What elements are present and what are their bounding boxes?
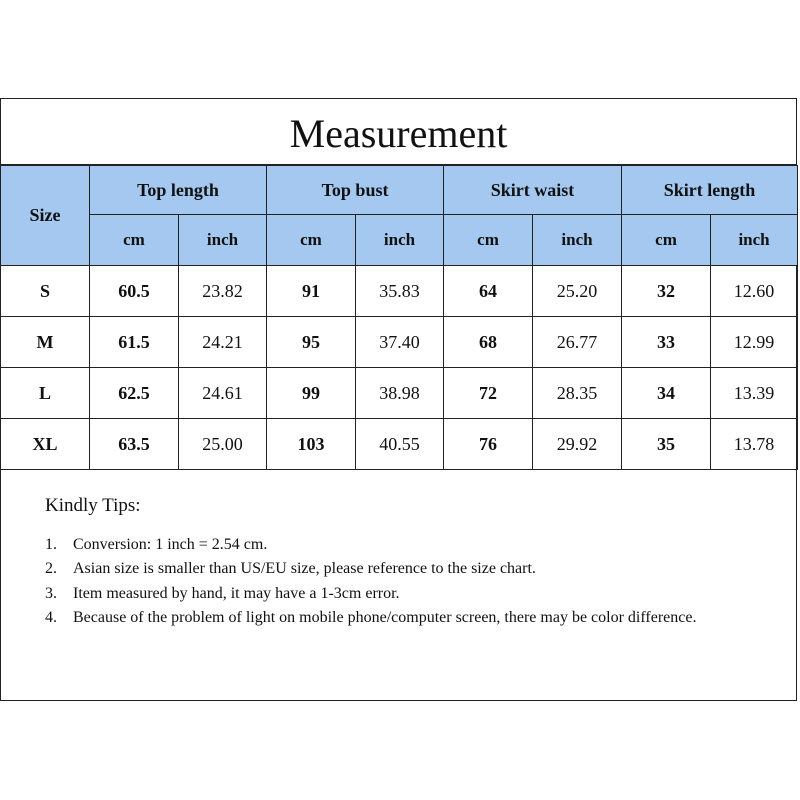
top-bust-cm-cell: 103: [267, 419, 356, 470]
unit-header-cm: cm: [444, 215, 533, 266]
unit-header-inch: inch: [356, 215, 444, 266]
tip-item: [45, 582, 703, 607]
tip-number: 4.: [45, 609, 57, 626]
skirt-waist-inch-cell: 26.77: [533, 317, 622, 368]
skirt-waist-cm-cell: 76: [444, 419, 533, 470]
skirt-waist-inch-cell: 28.35: [533, 368, 622, 419]
top-bust-cm-cell: 91: [267, 266, 356, 317]
tip-text: Because of the problem of light on mobile phone/computer screen, there may be color difference.: [73, 609, 697, 626]
tip-text: Asian size is smaller than US/EU size, please reference to the size chart.: [73, 560, 536, 577]
group-header-skirt-waist: Skirt waist: [444, 166, 622, 215]
top-length-inch-cell: 25.00: [179, 419, 267, 470]
skirt-length-cm-cell: 35: [622, 419, 711, 470]
size-cell: M: [1, 317, 90, 368]
tip-text: Item measured by hand, it may have a 1-3cm error.: [73, 584, 400, 602]
size-cell: XL: [1, 419, 90, 470]
top-length-cm-cell: 63.5: [90, 419, 179, 470]
tip-number: 2.: [45, 560, 57, 577]
group-header-top-bust: Top bust: [267, 166, 444, 215]
skirt-length-inch-cell: 13.39: [711, 368, 798, 419]
skirt-length-cm-cell: 32: [622, 266, 711, 317]
table-header-row: [1, 166, 798, 215]
group-header-top-length: Top length: [90, 166, 267, 215]
top-bust-inch-cell: 40.55: [356, 419, 444, 470]
top-length-inch-cell: 24.21: [179, 317, 267, 368]
skirt-length-inch-cell: 12.60: [711, 266, 798, 317]
tip-number: 1.: [45, 535, 57, 553]
skirt-length-cm-cell: 34: [622, 368, 711, 419]
unit-header-inch: inch: [711, 215, 798, 266]
top-bust-inch-cell: 38.98: [356, 368, 444, 419]
top-length-inch-cell: 24.61: [179, 368, 267, 419]
tip-number: 3.: [45, 584, 57, 602]
top-length-cm-cell: 62.5: [90, 368, 179, 419]
top-length-inch-cell: 23.82: [179, 266, 267, 317]
table-row-s: [1, 266, 798, 317]
size-chart-card: [0, 98, 797, 701]
chart-title: Measurement: [1, 99, 796, 165]
skirt-waist-inch-cell: 29.92: [533, 419, 622, 470]
unit-header-cm: cm: [622, 215, 711, 266]
tips-list: [45, 533, 796, 631]
tip-text: Conversion: 1 inch = 2.54 cm.: [73, 535, 268, 553]
skirt-waist-cm-cell: 72: [444, 368, 533, 419]
table-row-xl: [1, 419, 798, 470]
group-header-skirt-length: Skirt length: [622, 166, 798, 215]
tip-item: [45, 533, 703, 558]
skirt-waist-cm-cell: 68: [444, 317, 533, 368]
size-cell: L: [1, 368, 90, 419]
top-bust-cm-cell: 95: [267, 317, 356, 368]
skirt-length-inch-cell: 13.78: [711, 419, 798, 470]
tips-heading: Kindly Tips:: [45, 495, 141, 516]
unit-header-row: [1, 215, 798, 266]
size-cell: S: [1, 266, 90, 317]
tip-item: [45, 557, 703, 582]
kindly-tips-section: [1, 470, 796, 631]
top-bust-cm-cell: 99: [267, 368, 356, 419]
skirt-waist-inch-cell: 25.20: [533, 266, 622, 317]
table-row-m: [1, 317, 798, 368]
skirt-length-inch-cell: 12.99: [711, 317, 798, 368]
top-bust-inch-cell: 35.83: [356, 266, 444, 317]
skirt-waist-cm-cell: 64: [444, 266, 533, 317]
top-bust-inch-cell: 37.40: [356, 317, 444, 368]
unit-header-inch: inch: [179, 215, 267, 266]
tip-item: [45, 606, 703, 631]
unit-header-inch: inch: [533, 215, 622, 266]
unit-header-cm: cm: [267, 215, 356, 266]
size-table: [0, 165, 798, 470]
unit-header-cm: cm: [90, 215, 179, 266]
table-row-l: [1, 368, 798, 419]
size-column-header: Size: [1, 166, 90, 266]
top-length-cm-cell: 61.5: [90, 317, 179, 368]
top-length-cm-cell: 60.5: [90, 266, 179, 317]
skirt-length-cm-cell: 33: [622, 317, 711, 368]
